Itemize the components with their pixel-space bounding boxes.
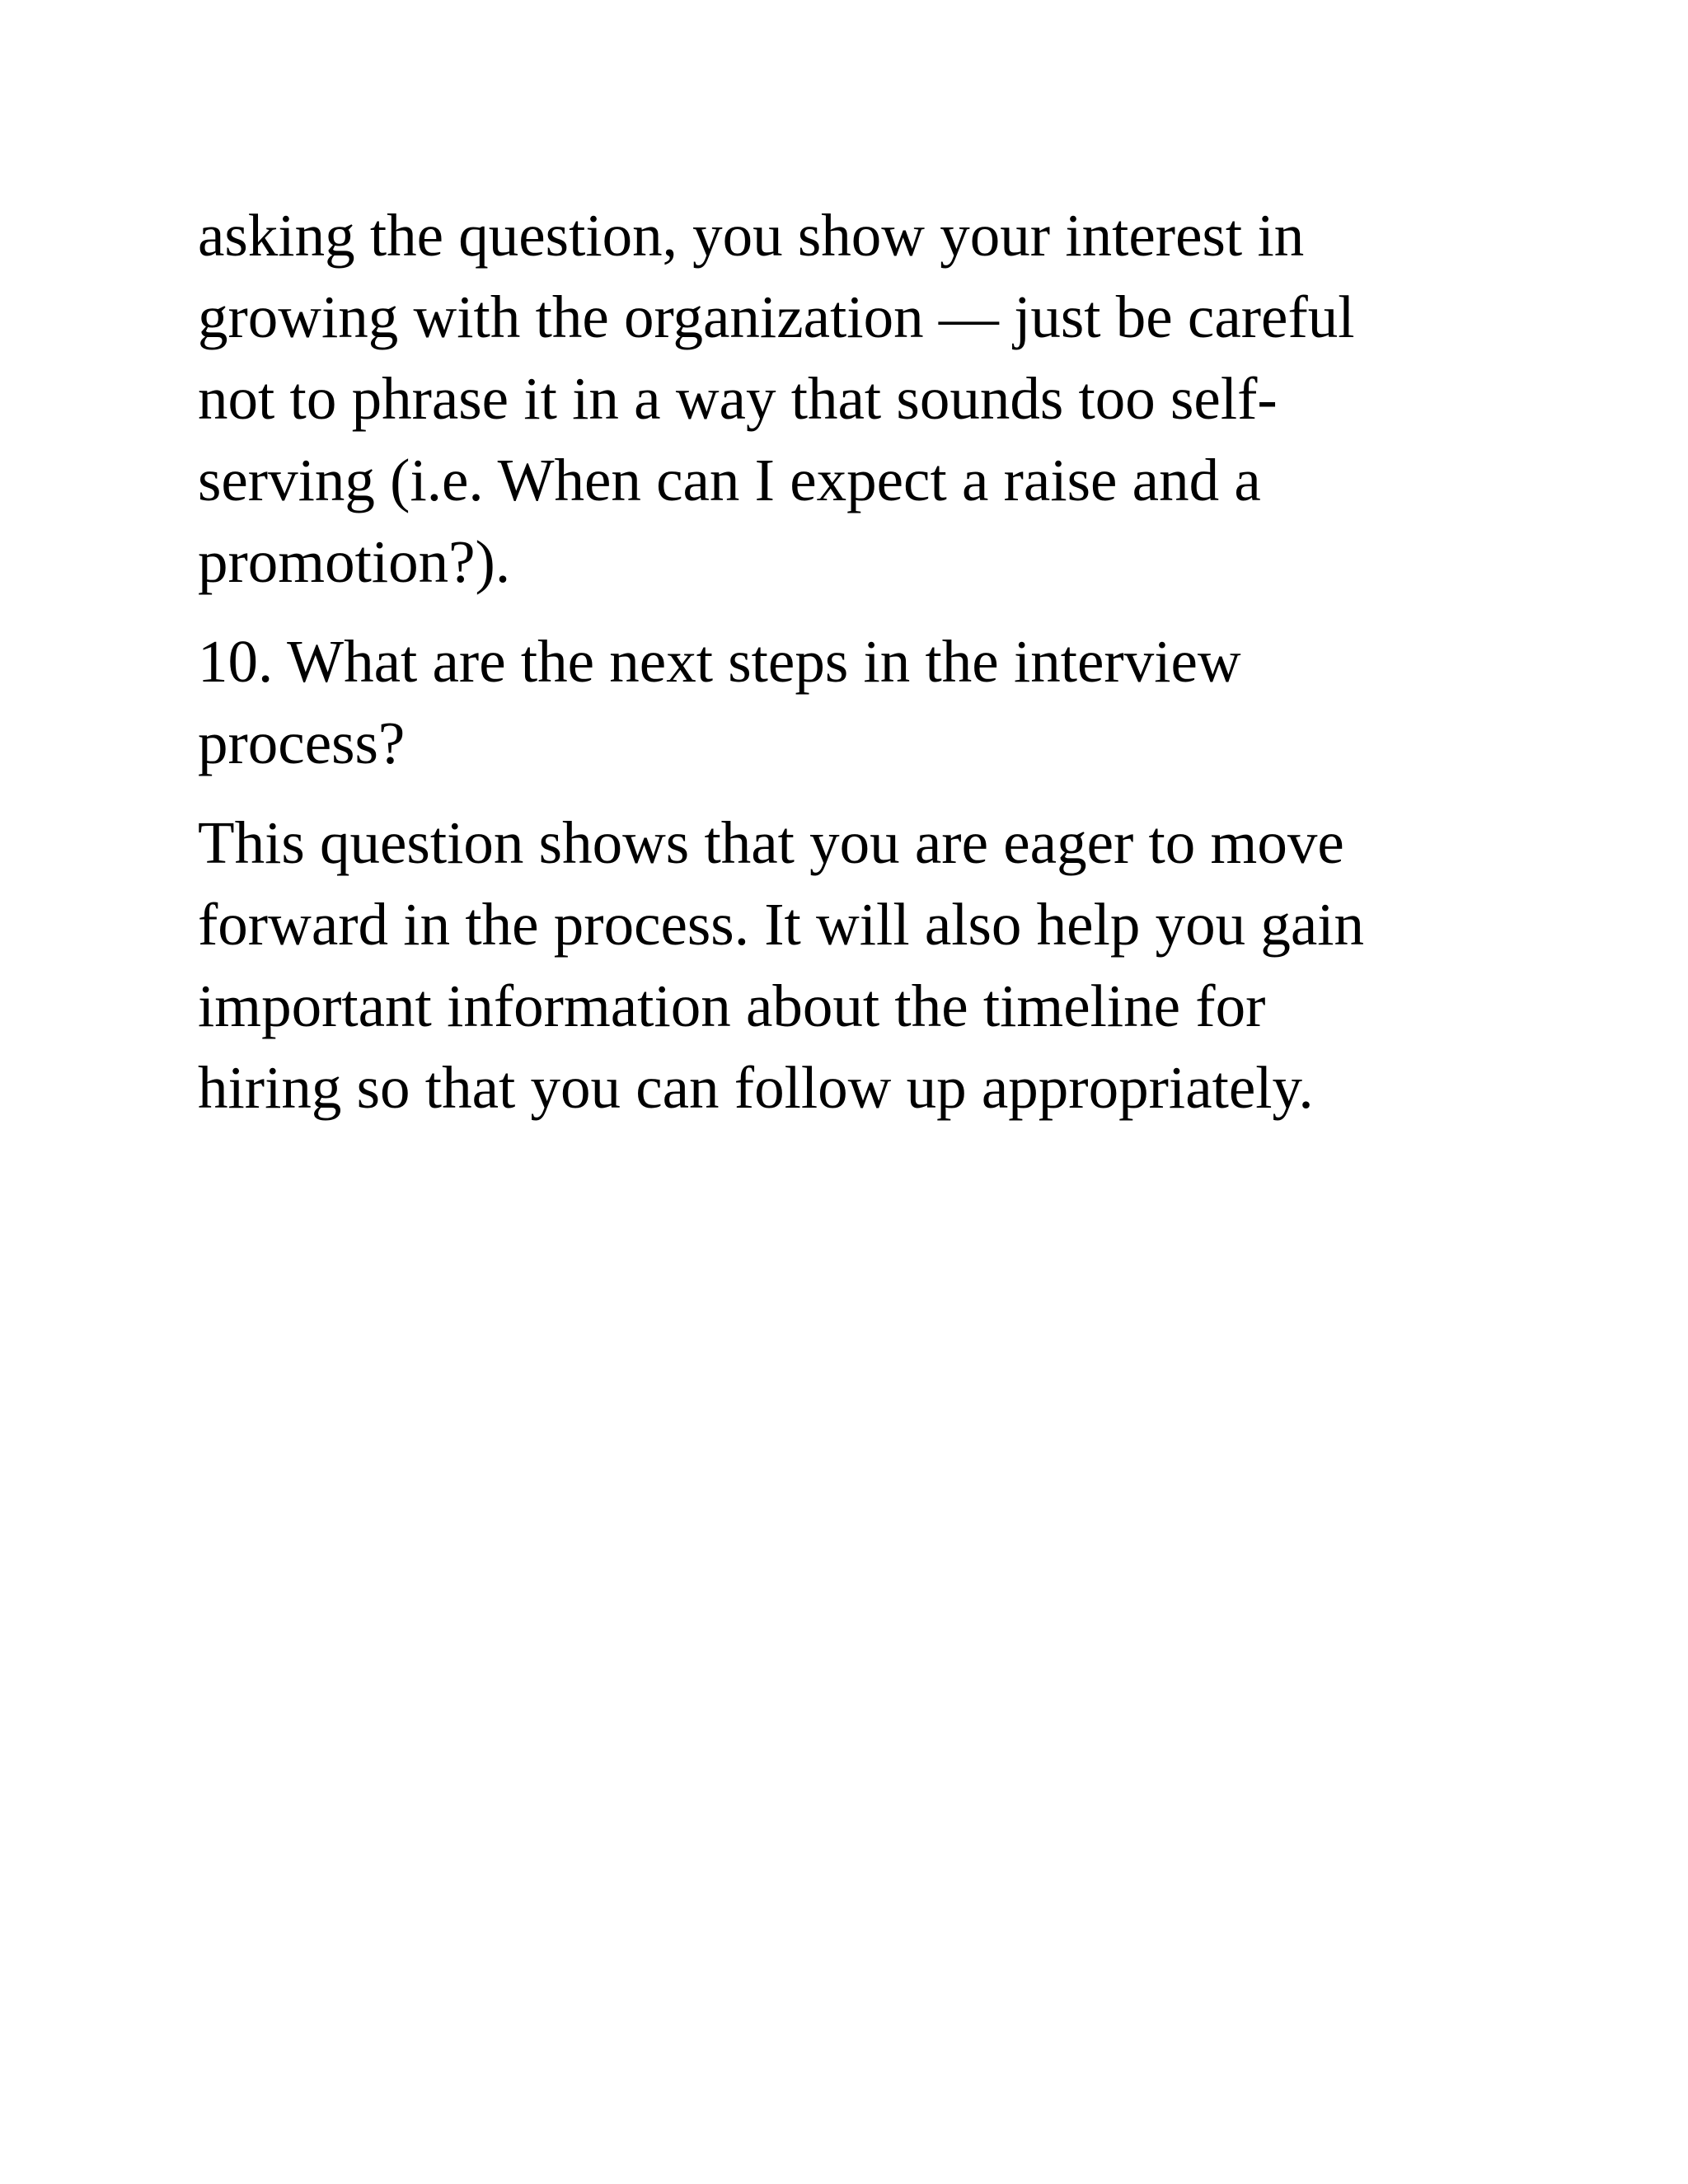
question-heading-10 (198, 621, 1533, 784)
paragraph-answer-10 (198, 802, 1533, 1128)
text-line: hiring so that you can follow up appropriately. (198, 1054, 1314, 1121)
text-line: asking the question, you show your interest in (198, 202, 1305, 269)
text-line: important information about the timeline for (198, 972, 1266, 1039)
text-line: forward in the process. It will also help you gain (198, 891, 1365, 958)
text-line: This question shows that you are eager to move (198, 809, 1344, 876)
text-line: serving (i.e. When can I expect a raise and a (198, 447, 1261, 513)
paragraph-previous-answer-continued (198, 194, 1533, 602)
text-line: 10. What are the next steps in the interview (198, 628, 1241, 695)
page-body (198, 194, 1533, 1128)
text-line: process? (198, 710, 406, 776)
text-line: promotion?). (198, 528, 511, 595)
text-line: not to phrase it in a way that sounds too self- (198, 365, 1278, 432)
text-line: growing with the organization — just be careful (198, 284, 1355, 350)
